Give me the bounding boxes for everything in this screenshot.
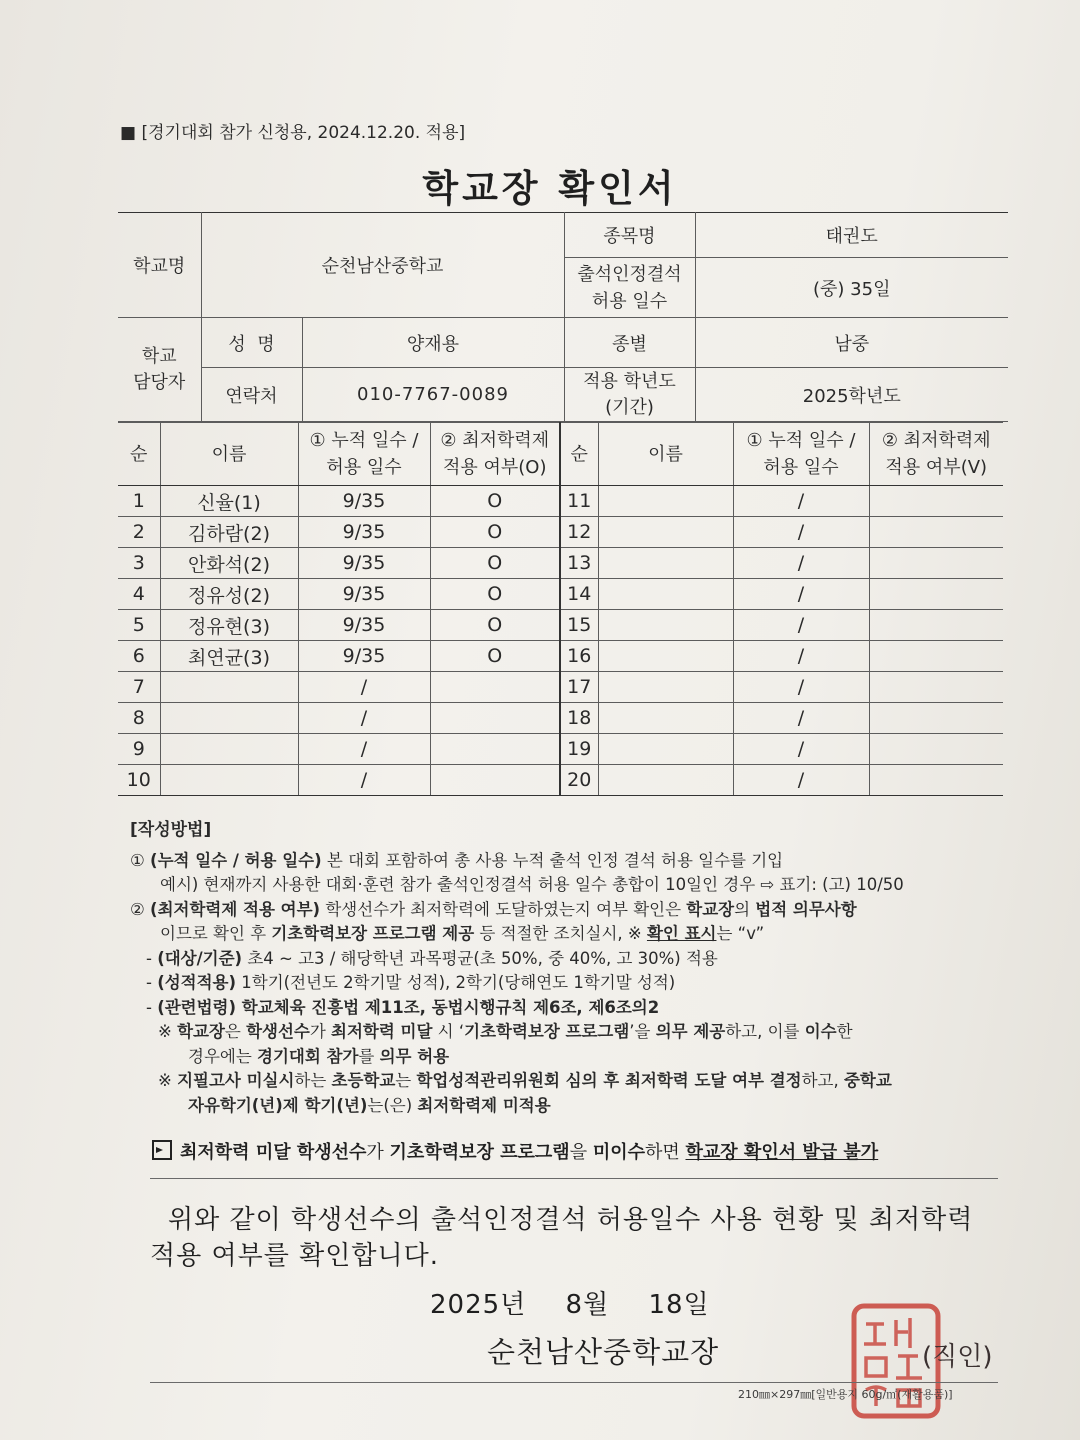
category-label: 종별 bbox=[564, 318, 695, 368]
guide-l9-d: 의무 허용 bbox=[379, 1046, 450, 1066]
guide-line-9 bbox=[130, 1045, 1010, 1070]
row-name-2 bbox=[598, 734, 733, 765]
info-table bbox=[118, 212, 1008, 422]
writing-guide bbox=[130, 818, 1010, 1118]
roster-header bbox=[118, 423, 1003, 486]
guide-l1-text: 본 대회 포함하여 총 사용 누적 출석 인정 결석 허용 일수를 기입 bbox=[321, 850, 784, 870]
row-no-2: 11 bbox=[560, 486, 598, 517]
row-no-2: 14 bbox=[560, 579, 598, 610]
guide-l10-b: 지필고사 미실시 bbox=[177, 1071, 295, 1090]
row-days: / bbox=[298, 734, 430, 765]
guide-l3-bold: (최저학력제 적용 여부) bbox=[150, 899, 321, 919]
row-min-2 bbox=[869, 765, 1003, 796]
guide-l5-a: - bbox=[146, 948, 158, 968]
row-name bbox=[160, 734, 298, 765]
guide-line-3 bbox=[130, 898, 1010, 923]
arrow-box-icon bbox=[152, 1140, 172, 1160]
row-no: 10 bbox=[118, 765, 160, 796]
row-days-2: / bbox=[733, 765, 869, 796]
guide-l3-b2: 학교장 bbox=[686, 899, 735, 919]
guide-l3-b3: 법적 의무사항 bbox=[755, 899, 857, 919]
row-name-2 bbox=[598, 579, 733, 610]
row-no-2: 12 bbox=[560, 517, 598, 548]
table-row bbox=[118, 579, 1003, 610]
allow-days-label bbox=[564, 258, 695, 318]
col-min bbox=[430, 423, 560, 486]
row-min: O bbox=[430, 548, 560, 579]
paper-spec: 210㎜×297㎜[일반용지 60g/㎡(재활용품)] bbox=[738, 1388, 953, 1401]
row-min-2 bbox=[869, 734, 1003, 765]
row-no: 1 bbox=[118, 486, 160, 517]
table-row bbox=[118, 486, 1003, 517]
guide-l4-e: 는 “v” bbox=[716, 924, 765, 943]
sport-label: 종목명 bbox=[564, 213, 695, 258]
guide-l9-c: 를 bbox=[358, 1046, 380, 1066]
statement-line-2: 적용 여부를 확인합니다. bbox=[150, 1241, 439, 1271]
guide-l9-a: 경우에는 bbox=[188, 1046, 258, 1066]
row-days: 9/35 bbox=[298, 517, 430, 548]
principal-name: 순천남산중학교장 bbox=[487, 1335, 720, 1369]
col-days bbox=[298, 423, 430, 486]
row-name-2 bbox=[598, 486, 733, 517]
row-name: 김하람(2) bbox=[160, 517, 298, 548]
guide-mark-1: ① bbox=[130, 850, 145, 870]
row-no: 8 bbox=[118, 703, 160, 734]
row-name-2 bbox=[598, 548, 733, 579]
final-e: 미이수 bbox=[592, 1142, 645, 1163]
row-name bbox=[160, 765, 298, 796]
guide-line-10 bbox=[130, 1069, 1010, 1094]
guide-l8-d: 학생선수 bbox=[246, 1022, 310, 1041]
guide-l7-b: (관련법령) 학교체육 진흥법 제11조, 동법시행규칙 제6조, 제6조의2 bbox=[157, 997, 660, 1017]
manager-label bbox=[118, 318, 201, 422]
col-min-2-line2: 적용 여부(V) bbox=[885, 457, 988, 478]
guide-l3-t2: 의 bbox=[734, 899, 756, 919]
row-name-2 bbox=[598, 641, 733, 672]
row-min-2 bbox=[869, 486, 1003, 517]
guide-l4-a: 이므로 확인 후 bbox=[160, 924, 272, 943]
category-value: 남중 bbox=[695, 318, 1008, 368]
guide-l5-b: (대상/기준) bbox=[157, 948, 243, 968]
row-no-2: 17 bbox=[560, 672, 598, 703]
final-g: 학교장 확인서 발급 불가 bbox=[685, 1142, 879, 1163]
year-label bbox=[564, 368, 695, 422]
guide-line-1 bbox=[130, 849, 1010, 874]
row-name: 정유현(3) bbox=[160, 610, 298, 641]
guide-l3-text: 학생선수가 최저학력에 도달하였는지 여부 확인은 bbox=[320, 899, 687, 919]
row-days: / bbox=[298, 703, 430, 734]
school-name: 순천남산중학교 bbox=[201, 213, 564, 318]
table-row bbox=[118, 517, 1003, 548]
guide-l11-c: 최저학력제 미적용 bbox=[417, 1095, 551, 1115]
row-days-2: / bbox=[733, 734, 869, 765]
year-value: 2025학년도 bbox=[695, 368, 1008, 422]
row-no-2: 13 bbox=[560, 548, 598, 579]
seal-label: (직인) bbox=[922, 1342, 993, 1372]
row-no: 5 bbox=[118, 610, 160, 641]
guide-l10-d: 초등학교 bbox=[331, 1071, 396, 1090]
col-no: 순 bbox=[118, 423, 160, 486]
guide-l8-e: 가 bbox=[309, 1022, 332, 1041]
row-days-2: / bbox=[733, 610, 869, 641]
row-no: 4 bbox=[118, 579, 160, 610]
row-name: 신율(1) bbox=[160, 486, 298, 517]
divider-top bbox=[150, 1178, 998, 1179]
row-no-2: 20 bbox=[560, 765, 598, 796]
guide-l7-a: - bbox=[146, 997, 158, 1017]
guide-l6-c: 1학기(전년도 2학기말 성적), 2학기(당해연도 1학기말 성적) bbox=[236, 973, 676, 992]
school-label: 학교명 bbox=[118, 213, 201, 318]
row-no: 6 bbox=[118, 641, 160, 672]
table-row bbox=[118, 765, 1003, 796]
guide-l10-e: 는 bbox=[395, 1071, 417, 1090]
row-min-2 bbox=[869, 641, 1003, 672]
final-a: 최저학력 미달 학생선수 bbox=[180, 1142, 367, 1163]
row-days: 9/35 bbox=[298, 641, 430, 672]
year-label-line2: (기간) bbox=[605, 396, 654, 418]
table-row bbox=[118, 703, 1003, 734]
row-min: O bbox=[430, 610, 560, 641]
row-days-2: / bbox=[733, 548, 869, 579]
row-min-2 bbox=[869, 517, 1003, 548]
guide-l10-h: 중학교 bbox=[843, 1071, 892, 1090]
confirmation-statement bbox=[150, 1202, 1010, 1274]
row-no: 7 bbox=[118, 672, 160, 703]
manager-label-line2: 담당자 bbox=[133, 371, 186, 393]
row-name-2 bbox=[598, 517, 733, 548]
guide-line-2: 예시) 현재까지 사용한 대회·훈련 참가 출석인정결석 허용 일수 총합이 10일인 경우 ⇨ 표기: (고) 10/50 bbox=[160, 875, 904, 894]
row-min-2 bbox=[869, 548, 1003, 579]
row-days-2: / bbox=[733, 672, 869, 703]
row-days-2: / bbox=[733, 517, 869, 548]
table-row bbox=[118, 610, 1003, 641]
row-days-2: / bbox=[733, 641, 869, 672]
allow-days-label-line2: 허용 일수 bbox=[591, 290, 668, 312]
row-no-2: 18 bbox=[560, 703, 598, 734]
col-min-line1: ② 최저학력제 bbox=[440, 430, 550, 451]
guide-l9-b: 경기대회 참가 bbox=[257, 1046, 359, 1066]
final-b: 가 bbox=[366, 1142, 390, 1163]
guide-l8-c: 은 bbox=[224, 1022, 247, 1041]
guide-line-5 bbox=[130, 947, 1010, 972]
guide-l10-a: ※ bbox=[158, 1071, 178, 1090]
guide-l6-a: - bbox=[146, 973, 158, 992]
row-days-2: / bbox=[733, 703, 869, 734]
guide-line-4 bbox=[130, 922, 1010, 947]
row-min bbox=[430, 672, 560, 703]
col-min-line2: 적용 여부(O) bbox=[443, 457, 547, 478]
row-days: / bbox=[298, 765, 430, 796]
row-name-2 bbox=[598, 703, 733, 734]
manager-label-line1: 학교 bbox=[141, 345, 177, 367]
table-row bbox=[118, 672, 1003, 703]
page-title: 학교장 확인서 bbox=[422, 167, 678, 210]
guide-mark-2: ② bbox=[130, 899, 145, 919]
guide-l4-c: 등 적절한 조치실시, ※ bbox=[474, 924, 647, 943]
guide-line-7 bbox=[130, 996, 1010, 1021]
final-d: 을 bbox=[569, 1142, 593, 1163]
row-name: 정유성(2) bbox=[160, 579, 298, 610]
guide-l6-b: (성적적용) bbox=[157, 973, 237, 992]
row-no-2: 15 bbox=[560, 610, 598, 641]
row-min: O bbox=[430, 641, 560, 672]
row-name bbox=[160, 703, 298, 734]
guide-line-8 bbox=[130, 1020, 1010, 1045]
row-min-2 bbox=[869, 579, 1003, 610]
col-no-2: 순 bbox=[560, 423, 598, 486]
final-c: 기초학력보장 프로그램 bbox=[389, 1142, 570, 1163]
col-name-2: 이름 bbox=[598, 423, 733, 486]
row-name: 안화석(2) bbox=[160, 548, 298, 579]
row-no-2: 16 bbox=[560, 641, 598, 672]
col-name: 이름 bbox=[160, 423, 298, 486]
guide-l8-b: 학교장 bbox=[177, 1022, 225, 1041]
guide-l8-i: ’을 bbox=[629, 1022, 656, 1041]
guide-l8-m: 한 bbox=[836, 1022, 853, 1041]
col-days-2-line1: ① 누적 일수 / bbox=[746, 430, 856, 451]
row-min-2 bbox=[869, 672, 1003, 703]
row-name: 최연균(3) bbox=[160, 641, 298, 672]
guide-l11-a: 자유학기(년)제 학기(년) bbox=[188, 1095, 368, 1115]
col-days-2 bbox=[733, 423, 869, 486]
final-f: 하면 bbox=[645, 1142, 686, 1163]
guide-line-6 bbox=[130, 971, 1010, 996]
guide-l8-g: 시 ‘ bbox=[432, 1022, 465, 1041]
roster-body bbox=[118, 486, 1003, 796]
guide-l8-f: 최저학력 미달 bbox=[331, 1022, 433, 1041]
guide-l8-l: 이수 bbox=[804, 1022, 837, 1041]
table-row bbox=[118, 734, 1003, 765]
year-label-line1: 적용 학년도 bbox=[583, 370, 676, 392]
row-min bbox=[430, 703, 560, 734]
guide-l4-b: 기초학력보장 프로그램 제공 bbox=[271, 924, 475, 943]
row-min bbox=[430, 734, 560, 765]
guide-l1-bold: (누적 일수 / 허용 일수) bbox=[150, 850, 322, 870]
col-min-2-line1: ② 최저학력제 bbox=[881, 430, 991, 451]
guide-l10-c: 하는 bbox=[294, 1071, 332, 1090]
row-name bbox=[160, 672, 298, 703]
manager-name-label: 성 명 bbox=[201, 318, 302, 368]
row-no: 2 bbox=[118, 517, 160, 548]
col-days-line1: ① 누적 일수 / bbox=[309, 430, 419, 451]
contact-label: 연락처 bbox=[201, 368, 302, 422]
row-days: / bbox=[298, 672, 430, 703]
row-no-2: 19 bbox=[560, 734, 598, 765]
table-row bbox=[118, 548, 1003, 579]
row-no: 9 bbox=[118, 734, 160, 765]
guide-l5-c: 초4 ~ 고3 / 해당학년 과목평균(초 50%, 중 40%, 고 30%) 적용 bbox=[242, 948, 718, 968]
row-no: 3 bbox=[118, 548, 160, 579]
allow-days-value: (중) 35일 bbox=[695, 258, 1008, 318]
row-days: 9/35 bbox=[298, 548, 430, 579]
row-min bbox=[430, 765, 560, 796]
guide-l10-g: 하고, bbox=[801, 1071, 844, 1090]
col-days-2-line2: 허용 일수 bbox=[763, 457, 839, 478]
row-min: O bbox=[430, 579, 560, 610]
table-row bbox=[118, 641, 1003, 672]
final-notice bbox=[152, 1138, 878, 1164]
guide-title: [작성방법] bbox=[130, 820, 212, 840]
statement-line-1: 위와 같이 학생선수의 출석인정결석 허용일수 사용 현황 및 최저학력 bbox=[168, 1205, 974, 1235]
row-days-2: / bbox=[733, 579, 869, 610]
sport-value: 태권도 bbox=[695, 213, 1008, 258]
row-min-2 bbox=[869, 610, 1003, 641]
row-days: 9/35 bbox=[298, 486, 430, 517]
guide-l11-b: 는(은) bbox=[367, 1095, 418, 1115]
divider-bottom bbox=[150, 1382, 998, 1383]
issue-date: 2025년 8월 18일 bbox=[430, 1290, 710, 1320]
guide-l8-k: 하고, 이를 bbox=[725, 1022, 805, 1041]
guide-l8-a: ※ bbox=[158, 1022, 178, 1041]
form-tag: ■ [경기대회 참가 신청용, 2024.12.20. 적용] bbox=[120, 123, 466, 143]
guide-l10-f: 학업성적관리위원회 심의 후 최저학력 도달 여부 결정 bbox=[416, 1071, 802, 1090]
col-days-line2: 허용 일수 bbox=[326, 457, 402, 478]
row-min-2 bbox=[869, 703, 1003, 734]
allow-days-label-line1: 출석인정결석 bbox=[577, 263, 682, 285]
roster-table bbox=[118, 422, 1003, 796]
guide-l8-j: 의무 제공 bbox=[655, 1022, 726, 1041]
contact-value: 010-7767-0089 bbox=[302, 368, 564, 422]
row-min: O bbox=[430, 517, 560, 548]
row-days: 9/35 bbox=[298, 579, 430, 610]
row-days: 9/35 bbox=[298, 610, 430, 641]
row-name-2 bbox=[598, 672, 733, 703]
col-min-2 bbox=[869, 423, 1003, 486]
guide-line-11 bbox=[130, 1094, 1010, 1119]
row-min: O bbox=[430, 486, 560, 517]
row-name-2 bbox=[598, 765, 733, 796]
guide-l8-h: 기초학력보장 프로그램 bbox=[464, 1022, 630, 1041]
row-days-2: / bbox=[733, 486, 869, 517]
manager-name: 양재용 bbox=[302, 318, 564, 368]
row-name-2 bbox=[598, 610, 733, 641]
guide-l4-d: 확인 표시 bbox=[646, 924, 717, 943]
